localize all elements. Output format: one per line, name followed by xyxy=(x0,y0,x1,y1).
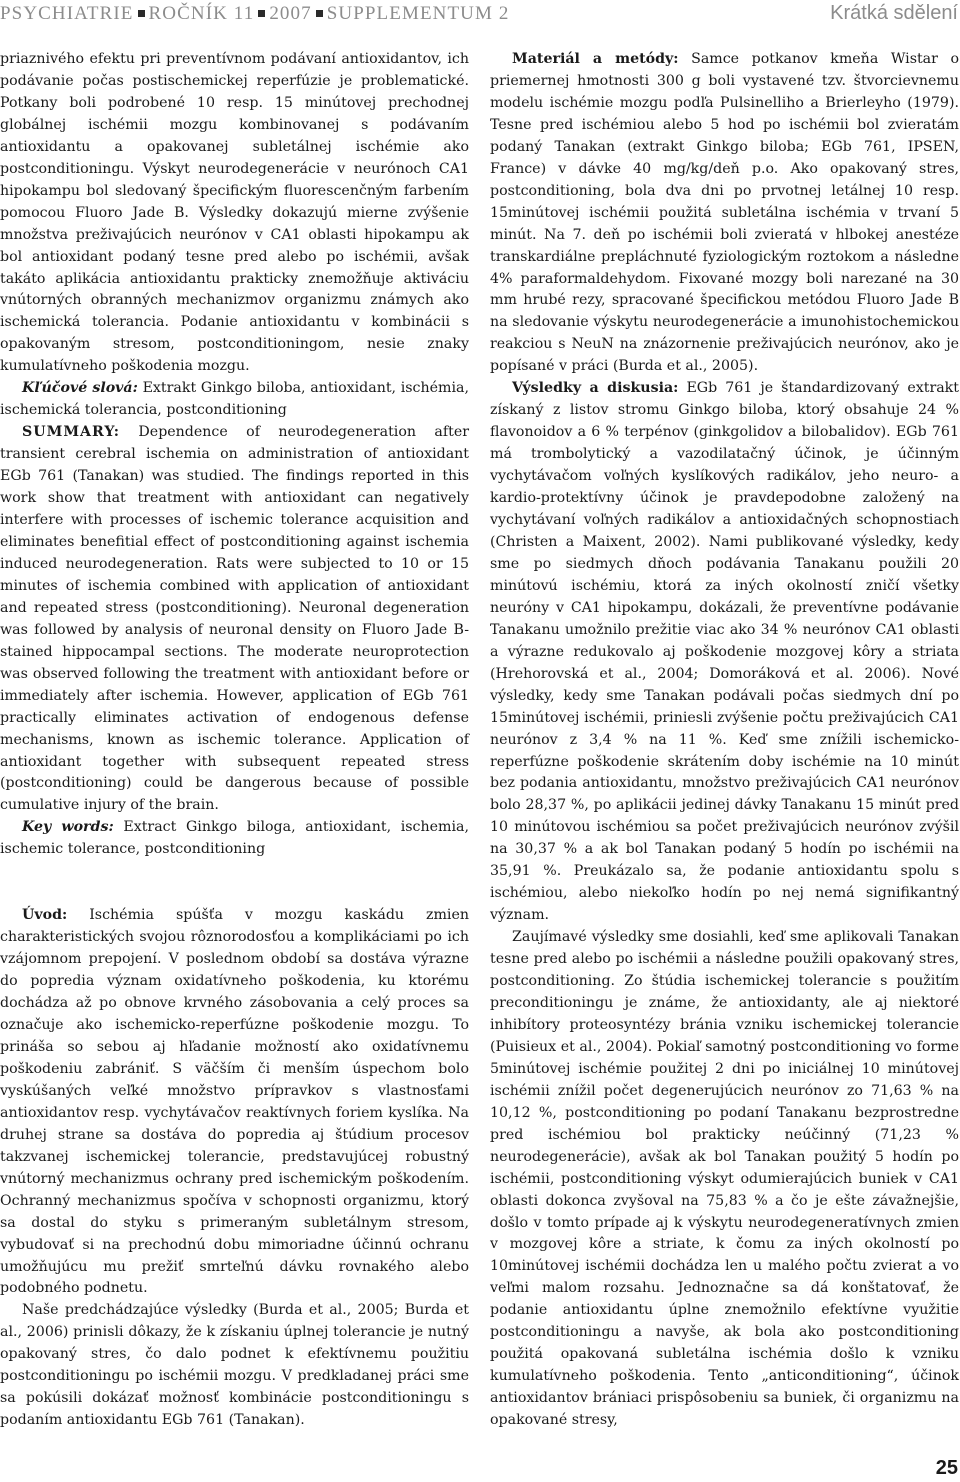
page-number: 25 xyxy=(935,1457,958,1479)
journal-volume: ROČNÍK 11 xyxy=(148,3,255,24)
methods-text: Samce potkanov kmeňa Wistar o priemernej hmotnosti 300 g boli vystavené tzv. štvorcievnemu modelu ischémie mozgu podľa Pulsinelliho a Brierleyho (1979). Tesne pred ischémiou alebo 5 hod po ischémii bol zvieratám podaný Tanakan (extrakt Ginkgo biloba; EGb 761, IPSEN, France) v dávke 40 mg/kg/deň p.o. Ako opakovaný stres, postconditioning, bola dva dni po prvotnej letálnej 10 resp. 15minútovej ischémii použitá subletálna ischémia v trvaní 5 minút. Na 7. deň po ischémii boli zvieratá v hlbokej anestéze transkardiálne prepláchnuté fyziologickým roztokom a následne 4% paraformaldehydom. Fixované mozgy boli narezané na 30 mm hrubé rezy, spracované špecifickou metódou Fluoro Jade B na sledovanie výskytu neurodegenerácie a imunohistochemickou reakciou s NeuN na znázornenie preživajúcich neurónov, ako je popísané v práci (Burda et al., 2005). xyxy=(490,51,960,375)
square-separator-icon xyxy=(316,10,323,17)
keywords-sk-text: Extrakt Ginkgo biloba, antioxidant, ischémia, ischemická tolerancia, postconditioning xyxy=(0,380,469,419)
results-paragraph-2: Zaujímavé výsledky sme dosiahli, keď sme aplikovali Tanakan tesne pred alebo po ischémii a následne použili opakovaný stres, postconditioning. Zo štúdia ischemickej tolerancie s použitím preconditioningu je známe, že antioxidanty, ale aj niektoré inhibítory proteosyntézy bránia vzniku ischemickej tolerancie (Puisieux et al., 2004). Pokiaľ samotný postconditioning vo forme 5minútovej ischémie použitej 2 dni po iniciálnej 10 minútovej ischémii znížil počet degenerujúcich neurónov zo 71,63 % na 10,12 %, postconditioning po podaní Tanakanu bezprostredne pred ischémiou bol prakticky neúčinný (71,23 % neurodegenerácie), avšak ak bol Tanakan použitý 5 hodín po ischémii, postconditioning výskyt odumierajúcich buniek v CA1 oblasti dokonca zvyšoval na 75,83 % a čo je ešte závažnejšie, došlo v tomto prípade aj k výskytu neurodegeneratívnych zmien v mozgovej kôre a striate, k čomu za iných okolností po 10minútovej ischémii dochádza len u malého počtu zvierat a vo veľmi malom rozsahu. Jednoznačne sa dá konštatovať, že podanie antioxidantu úplne znemožnilo efektívne využitie postconditioningu a navyše, ak bola ako postconditioning použitá opakovaná subletálna ischémia došlo k vzniku kumulatívneho poškodenia. Tento „anticonditioning“, účinok antioxidantov brániaci prispôsobeniu sa buniek, či organizmu na opakované stresy, xyxy=(490,929,959,1429)
journal-info xyxy=(0,3,509,25)
summary-label: SUMMARY: xyxy=(22,424,121,441)
intro-text: Ischémia spúšťa v mozgu kaskádu zmien charakteristických svojou rôznorodosťou a komplikáciami po ich vzájomnom prepojení. V poslednom období sa dostáva výrazne do popredia význam oxidatívneho poškodenia, ku ktorému dochádza až po obnove krvného zásobovania a celý proces sa označuje ako ischemicko-reperfúzne poškodenie mozgu. To prináša so sebou aj hľadanie možností ako oxidatívnemu poškodeniu zabrániť. S väčším či menším úspechom bolo vyskúšaných veľké množstvo prípravkov s vlastnosťami antioxidantov resp. vychytávačov reaktívnych foriem kyslíka. Na druhej strane sa dostáva do popredia aj štúdium procesov takzvanej ischemickej tolerancie, predstavujúcej robustný vnútorný mechanizmus ochrany pred ischemickým poškodením. Ochranný mechanizmus spočíva v schopnosti organizmu, ktorý sa dostal do styku s primeraným subletálnym stresom, vybudovať si na prechodnú dobu mimoriadne účinnú ochranu umožňujúcu mu prežiť smrteľnú dávku rovnakého alebo podobného podnetu. xyxy=(0,907,469,1297)
keywords-sk-label: Kľúčové slová: xyxy=(22,380,138,397)
journal-issue: SUPPLEMENTUM 2 xyxy=(326,3,510,24)
square-separator-icon xyxy=(258,10,265,17)
journal-year: 2007 xyxy=(269,3,312,24)
keywords-en-text: Extract Ginkgo biloga, antioxidant, ischemia, ischemic tolerance, postconditioning xyxy=(0,819,469,858)
results-text: EGb 761 je štandardizovaný extrakt získaný z listov stromu Ginkgo biloba, ktorý obsahuje 24 % flavonoidov a 6 % terpénov (ginkgolidov a bilobalidov). EGb 761 má trombolytický a vazodilatačný účinok, je účinným vychytávačom voľných kyslíkových radikálov, jeho neuro- a kardio-protektívny účinok je pravdepodobne založený na vychytávaní voľných radikálov a antioxidačných schopnostiach (Christen a Maixent, 2002). Nami publikované výsledky, kedy sme po siedmych dňoch podávania Tanakanu použili 20 minútovú ischémiu, ktorá za iných okolností zničí všetky neuróny v CA1 hipokampu, dokázali, že preventívne podávanie Tanakanu umožnilo prežitie viac ako 34 % neurónov CA1 oblasti a výrazne redukovalo aj poškodenie mozgovej kôry a striata (Hrehorovská et al., 2004; Domoráková et al. 2006). Nové výsledky, kedy sme Tanakan podávali počas siedmych dní po 15minútovej ischémii, priniesli zvýšenie počtu preživajúcich CA1 neurónov z 3,4 % na 11 %. Keď sme znížili ischemicko-reperfúzne poškodenie skrátením doby ischémie na 10 minút bez podania antioxidantu, množstvo preživajúcich CA1 neurónov bolo 28,37 %, po aplikácii jedinej dávky Tanakanu 15 minút pred 10 minútovou ischémiou sa počet preživajúcich neurónov zvýšil na 30,37 % a ak bol Tanakan podaný 5 hodín po ischémii na 35,91 %. Preukázalo sa, že podanie antioxidantu spolu s ischémiou, alebo niekoľko hodín po nej nemá signifikantný význam. xyxy=(490,380,959,924)
running-header xyxy=(0,0,960,34)
section-label: Krátká sdělení xyxy=(830,2,958,24)
keywords-sk xyxy=(0,378,469,422)
summary-text: Dependence of neurodegeneration after transient cerebral ischemia on administration of antioxidant EGb 761 (Tanakan) was studied. The findings reported in this work show that treatment with antioxidant can negatively interfere with processes of ischemic tolerance acquisition and eliminates benefitial effect of postconditioning against ischemia induced neurodegeneration. Rats were subjected to 10 or 15 minutes of ischemia combined with application of antioxidant and repeated stress (postconditioning). Neuronal degeneration was followed by analysis of neuronal density on Fluoro Jade B-stained hippocampal sections. The moderate neuroprotection was observed following the treatment with antioxidant before or immediately after ischemia. However, application of EGb 761 practically eliminates activation of endogenous defense mechanisms, known as ischemic tolerance. Application of antioxidant together with subsequent repeated stress (postconditioning) could be dangerous because of possible cumulative injury of the brain. xyxy=(0,424,469,814)
results xyxy=(490,378,959,927)
introduction xyxy=(0,905,469,1300)
intro-label: Úvod: xyxy=(22,907,68,924)
methods xyxy=(490,49,959,378)
right-column xyxy=(490,49,959,1432)
introduction-paragraph-2: Naše predchádzajúce výsledky (Burda et al., 2005; Burda et al., 2006) prinisli dôkazy, že k získaniu úplnej tolerancie je nutný opakovaný stres, čo dalo podnet k efektívnemu použitiu postconditioningu po ischémii mozgu. V predkladanej práci sme sa pokúsili dokázať možnosť kombinácie postconditioningu s podaním antioxidantu EGb 761 (Tanakan). xyxy=(0,1302,469,1429)
keywords-en-label: Key words: xyxy=(22,819,114,836)
methods-label: Materiál a metódy: xyxy=(512,51,679,67)
journal-name: PSYCHIATRIE xyxy=(0,3,134,24)
left-column xyxy=(0,49,469,1432)
square-separator-icon xyxy=(138,10,145,17)
summary xyxy=(0,422,469,817)
section-gap xyxy=(0,861,469,905)
keywords-en xyxy=(0,817,469,861)
abstract-continued: priaznivého efektu pri preventívnom podávaní antioxidantov, ich podávanie počas postischemickej reperfúzie je problematické. Potkany boli podrobené 10 resp. 15 minútovej prechodnej globálnej ischémii mozgu kombinovanej s podávaním antioxidantu a opakovanej subletálnej ischémie ako postconditioningu. Výskyt neurodegenerácie v neurónoch CA1 hipokampu bol sledovaný špecifickým fluorescenčným farbením pomocou Fluoro Jade B. Výsledky dokazujú mierne zvýšenie množstva preživajúcich neurónov v CA1 oblasti hipokampu ak bol antioxidant podaný tesne pred alebo po ischémii, avšak takáto aplikácia antioxidantu prakticky znemožňuje aktiváciu vnútorných obranných mechanizmov organizmu známych ako ischemická tolerancia. Podanie antioxidantu v kombinácii s opakovaným stresom, postconditioningom, nesie znaky kumulatívneho poškodenia mozgu. xyxy=(0,51,469,375)
results-label: Výsledky a diskusia: xyxy=(512,380,679,397)
